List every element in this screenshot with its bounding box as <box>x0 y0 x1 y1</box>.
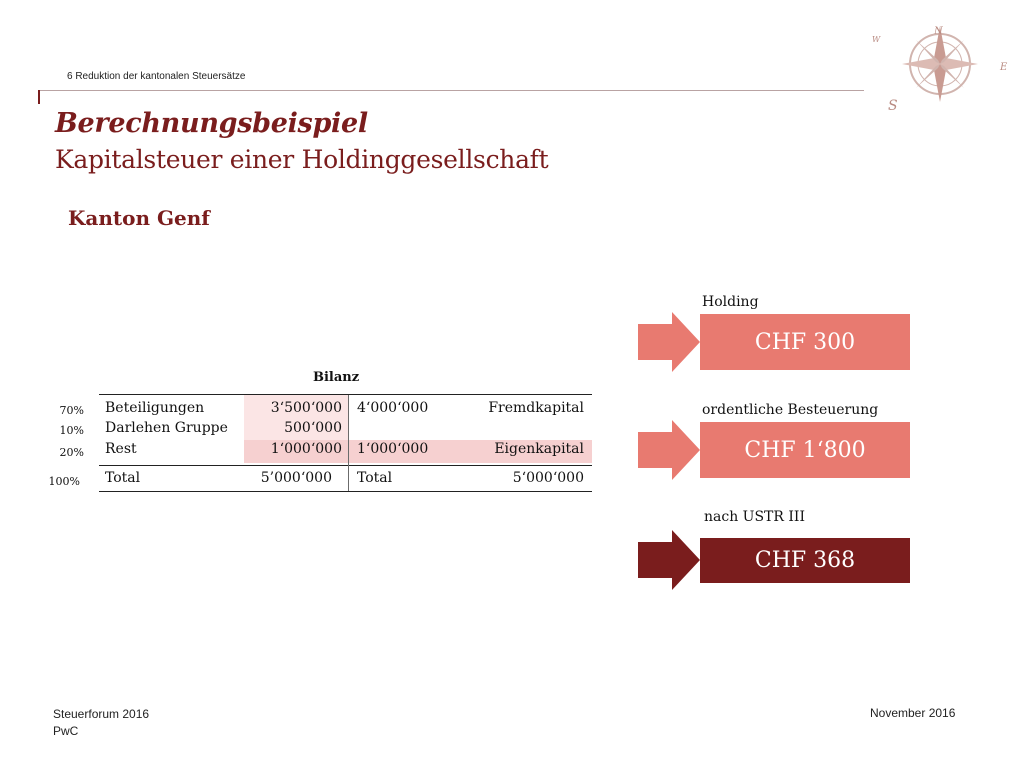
row-pct: 10% <box>59 424 84 437</box>
row-value: 1‘000‘000 <box>270 441 342 457</box>
row-pct: 20% <box>59 446 84 459</box>
footer-date: November 2016 <box>870 706 956 720</box>
arrow-right-icon <box>638 530 700 590</box>
result-label-ustr: nach USTR III <box>704 509 805 525</box>
arrow-right-icon <box>638 312 700 372</box>
row-label: Darlehen Gruppe <box>105 420 228 436</box>
table-top-rule <box>99 394 592 395</box>
canton-heading: Kanton Genf <box>68 206 210 230</box>
total-pct: 100% <box>48 475 80 488</box>
result-box-ustr: CHF 368 <box>700 538 910 583</box>
row-pct: 70% <box>59 404 84 417</box>
table-divider <box>348 395 349 491</box>
row-right-value: 4‘000‘000 <box>357 400 429 416</box>
row-value: 500‘000 <box>284 420 342 436</box>
result-label-holding: Holding <box>702 294 759 310</box>
table-mid-rule <box>99 465 592 466</box>
result-box-ordinary: CHF 1‘800 <box>700 422 910 478</box>
table-bottom-rule <box>99 491 592 492</box>
total-label: Total <box>105 470 141 486</box>
result-box-holding: CHF 300 <box>700 314 910 370</box>
compass-rose-icon <box>866 26 1010 114</box>
footer-event: Steuerforum 2016 <box>53 707 150 721</box>
total-value: 5’000‘000 <box>260 470 332 486</box>
footer-company: PwC <box>53 724 79 738</box>
row-right-label: Fremdkapital <box>488 400 584 416</box>
row-value: 3‘500‘000 <box>270 400 342 416</box>
arrow-right-icon <box>638 420 700 480</box>
footer-left <box>53 706 149 740</box>
row-right-value: 1‘000‘000 <box>357 441 429 457</box>
row-right-label: Eigenkapital <box>494 441 584 457</box>
balance-title: Bilanz <box>313 370 360 385</box>
page-title: Berechnungsbeispiel <box>55 108 368 139</box>
compass-w: W <box>872 35 881 44</box>
compass-s: S <box>888 98 898 114</box>
row-label: Rest <box>105 441 137 457</box>
compass-e: E <box>1000 62 1008 73</box>
total-right-label: Total <box>357 470 393 486</box>
compass-n: N <box>934 26 943 37</box>
header-tick <box>38 90 40 104</box>
header-rule <box>38 90 864 91</box>
row-label: Beteiligungen <box>105 400 205 416</box>
section-label: 6 Reduktion der kantonalen Steuersätze <box>67 71 246 82</box>
page-subtitle: Kapitalsteuer einer Holdinggesellschaft <box>55 145 549 174</box>
total-right-value: 5‘000‘000 <box>512 470 584 486</box>
result-label-ordinary: ordentliche Besteuerung <box>702 402 879 418</box>
